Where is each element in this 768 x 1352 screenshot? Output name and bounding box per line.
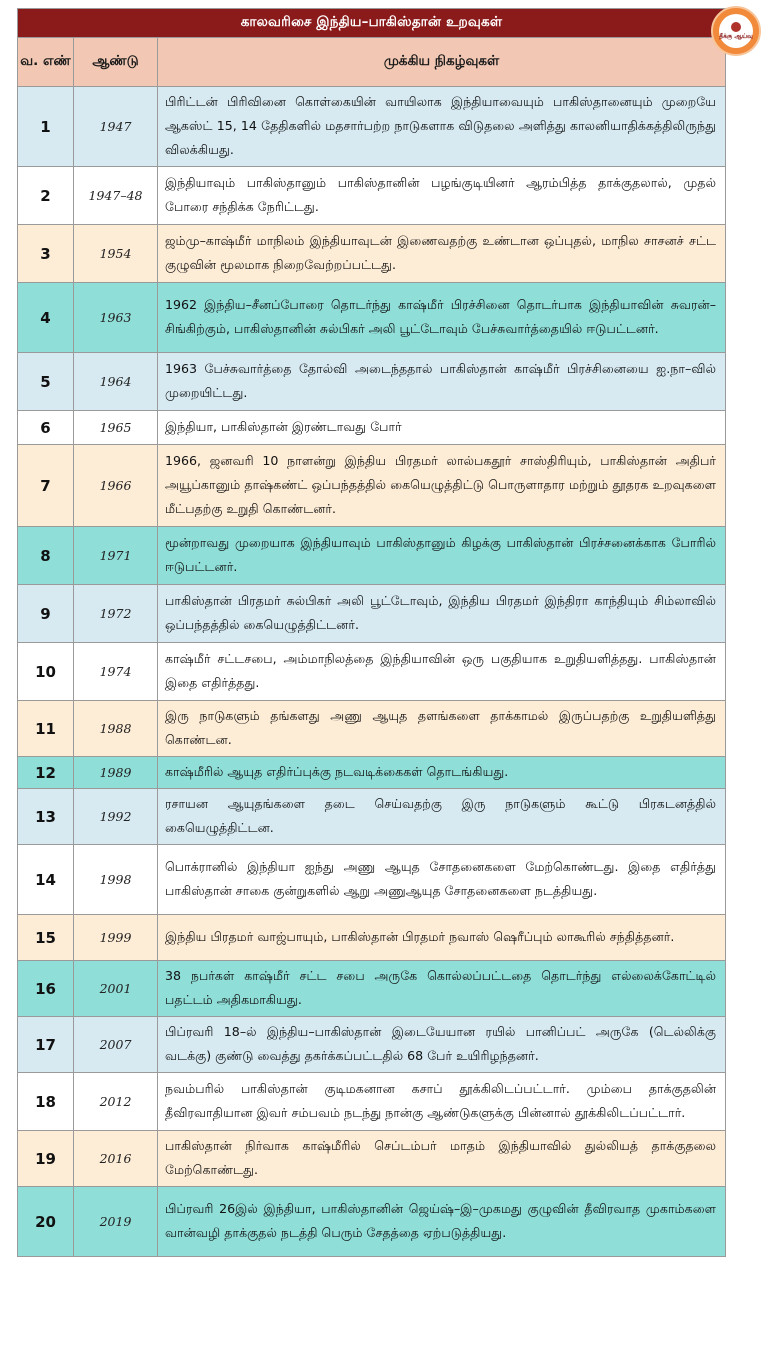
- row-number: 3: [18, 225, 74, 283]
- table-row: [18, 1187, 726, 1257]
- table-row: [18, 411, 726, 445]
- row-number: 8: [18, 527, 74, 585]
- table-row: [18, 1073, 726, 1131]
- row-year: 2001: [74, 961, 158, 1017]
- row-year: 1971: [74, 527, 158, 585]
- table-row: [18, 701, 726, 757]
- table-row: [18, 915, 726, 961]
- row-number: 16: [18, 961, 74, 1017]
- row-year: 1988: [74, 701, 158, 757]
- row-year: 2016: [74, 1131, 158, 1187]
- header-events: முக்கிய நிகழ்வுகள்: [158, 38, 726, 87]
- row-number: 10: [18, 643, 74, 701]
- row-year: 1954: [74, 225, 158, 283]
- logo-text: தீக்கு ஆய்வு: [719, 33, 753, 40]
- row-year: 1947: [74, 87, 158, 167]
- row-number: 15: [18, 915, 74, 961]
- row-event: பொக்ரானில் இந்தியா ஐந்து அணு ஆயுத சோதனைகளை மேற்கொண்டது. இதை எதிர்த்து பாகிஸ்தான் சாகை குன்றுகளில் ஆறு அணுஆயுத சோதனைகளை நடத்தியது.: [158, 845, 726, 915]
- header-row: [18, 38, 726, 87]
- row-event: பாகிஸ்தான் நிர்வாக காஷ்மீரில் செப்டம்பர் மாதம் இந்தியாவில் துல்லியத் தாக்குதலை மேற்கொண்டது.: [158, 1131, 726, 1187]
- table-row: [18, 1017, 726, 1073]
- row-number: 19: [18, 1131, 74, 1187]
- row-number: 7: [18, 445, 74, 527]
- row-number: 9: [18, 585, 74, 643]
- row-event: 1962 இந்திய–சீனப்போரை தொடர்ந்து காஷ்மீர் பிரச்சினை தொடர்பாக இந்தியாவின் சுவரன்–சிங்கிற்கும், பாகிஸ்தானின் சுல்பிகர் அலி பூட்டோவும் பேச்சுவார்த்தையில் ஈடுபட்டனர்.: [158, 283, 726, 353]
- row-event: இந்திய பிரதமர் வாஜ்பாயும், பாகிஸ்தான் பிரதமர் நவாஸ் ஷெரீப்பும் லாகூரில் சந்தித்தனர்.: [158, 915, 726, 961]
- header-sno: வ. எண்: [18, 38, 74, 87]
- publisher-logo-icon: [711, 6, 761, 56]
- row-event: 38 நபர்கள் காஷ்மீர் சட்ட சபை அருகே கொல்லப்பட்டதை தொடர்ந்து எல்லைக்கோட்டில் பதட்டம் அதிகமாகியது.: [158, 961, 726, 1017]
- row-event: மூன்றாவது முறையாக இந்தியாவும் பாகிஸ்தானும் கிழக்கு பாகிஸ்தான் பிரச்சனைக்காக போரில் ஈடுபட்டனர்.: [158, 527, 726, 585]
- row-event: இந்தியாவும் பாகிஸ்தானும் பாகிஸ்தானின் பழங்குடியினர் ஆரம்பித்த தாக்குதலால், முதல் போரை சந்திக்க நேரிட்டது.: [158, 167, 726, 225]
- row-year: 1966: [74, 445, 158, 527]
- row-year: 1999: [74, 915, 158, 961]
- row-event: 1963 பேச்சுவார்த்தை தோல்வி அடைந்ததால் பாகிஸ்தான் காஷ்மீர் பிரச்சினையை ஐ.நா–வில் முறையிட்டது.: [158, 353, 726, 411]
- row-number: 12: [18, 757, 74, 789]
- row-year: 2012: [74, 1073, 158, 1131]
- row-event: காஷ்மீர் சட்டசபை, அம்மாநிலத்தை இந்தியாவின் ஒரு பகுதியாக உறுதியளித்தது. பாகிஸ்தான் இதை எதிர்த்தது.: [158, 643, 726, 701]
- row-year: 1998: [74, 845, 158, 915]
- row-number: 2: [18, 167, 74, 225]
- row-number: 4: [18, 283, 74, 353]
- row-year: 2007: [74, 1017, 158, 1073]
- row-event: ஜம்மு–காஷ்மீர் மாநிலம் இந்தியாவுடன் இணைவதற்கு உண்டான ஒப்புதல், மாநில சாசனச் சட்ட குழுவின் மூலமாக நிறைவேற்றப்பட்டது.: [158, 225, 726, 283]
- title-row: [18, 9, 726, 38]
- timeline-table-container: [17, 8, 725, 1257]
- table-title: காலவரிசை இந்திய–பாகிஸ்தான் உறவுகள்: [18, 9, 726, 38]
- row-year: 1964: [74, 353, 158, 411]
- table-row: [18, 225, 726, 283]
- row-event: ரசாயன ஆயுதங்களை தடை செய்வதற்கு இரு நாடுகளும் கூட்டு பிரகடனத்தில் கையெழுத்திட்டன.: [158, 789, 726, 845]
- timeline-table: [17, 8, 726, 1257]
- row-number: 14: [18, 845, 74, 915]
- row-event: பிப்ரவரி 26இல் இந்தியா, பாகிஸ்தானின் ஜெய்ஷ்–இ–முகமது குழுவின் தீவிரவாத முகாம்களை வான்வழி தாக்குதல் நடத்தி பெரும் சேதத்தை ஏற்படுத்தியது.: [158, 1187, 726, 1257]
- table-row: [18, 643, 726, 701]
- table-row: [18, 167, 726, 225]
- row-number: 13: [18, 789, 74, 845]
- row-event: இரு நாடுகளும் தங்களது அணு ஆயுத தளங்களை தாக்காமல் இருப்பதற்கு உறுதியளித்து கொண்டன.: [158, 701, 726, 757]
- header-year: ஆண்டு: [74, 38, 158, 87]
- row-number: 1: [18, 87, 74, 167]
- row-event: பிப்ரவரி 18–ல் இந்திய–பாகிஸ்தான் இடையேயான ரயில் பானிப்பட் அருகே (டெல்லிக்கு வடக்கு) குண்டு வைத்து தகர்க்கப்பட்டதில் 68 பேர் உயிரிழந்தனர்.: [158, 1017, 726, 1073]
- row-year: 1963: [74, 283, 158, 353]
- table-row: [18, 961, 726, 1017]
- table-row: [18, 353, 726, 411]
- row-number: 17: [18, 1017, 74, 1073]
- row-event: நவம்பரில் பாகிஸ்தான் குடிமகனான கசாப் தூக்கிலிடப்பட்டார். மும்பை தாக்குதலின் தீவிரவாதியான இவர் சம்பவம் நடந்து நான்கு ஆண்டுகளுக்கு பின்னால் தூக்கிலிடப்பட்டார்.: [158, 1073, 726, 1131]
- row-year: 1972: [74, 585, 158, 643]
- table-row: [18, 585, 726, 643]
- table-row: [18, 757, 726, 789]
- row-number: 18: [18, 1073, 74, 1131]
- table-row: [18, 527, 726, 585]
- row-year: 2019: [74, 1187, 158, 1257]
- row-year: 1965: [74, 411, 158, 445]
- row-year: 1947–48: [74, 167, 158, 225]
- row-year: 1974: [74, 643, 158, 701]
- table-row: [18, 845, 726, 915]
- row-number: 20: [18, 1187, 74, 1257]
- row-event: பிரிட்டன் பிரிவினை கொள்கையின் வாயிலாக இந்தியாவையும் பாகிஸ்தானையும் முறையே ஆகஸ்ட் 15, 14 தேதிகளில் மதசார்பற்ற நாடுகளாக விடுதலை அளித்து காலனியாதிக்கத்திலிருந்து விலக்கியது.: [158, 87, 726, 167]
- row-event: இந்தியா, பாகிஸ்தான் இரண்டாவது போர்: [158, 411, 726, 445]
- row-event: காஷ்மீரில் ஆயுத எதிர்ப்புக்கு நடவடிக்கைகள் தொடங்கியது.: [158, 757, 726, 789]
- table-row: [18, 445, 726, 527]
- row-event: 1966, ஜனவரி 10 நாளன்று இந்திய பிரதமர் லால்பகதூர் சாஸ்திரியும், பாகிஸ்தான் அதிபர் அயூப்கானும் தாஷ்கண்ட் ஒப்பந்தத்தில் கையெழுத்திட்டு பொருளாதார மற்றும் தூதரக உறவுகளை மீட்பதற்கு உறுதி கொண்டனர்.: [158, 445, 726, 527]
- row-number: 6: [18, 411, 74, 445]
- table-row: [18, 87, 726, 167]
- row-number: 5: [18, 353, 74, 411]
- row-number: 11: [18, 701, 74, 757]
- table-row: [18, 283, 726, 353]
- row-event: பாகிஸ்தான் பிரதமர் சுல்பிகர் அலி பூட்டோவும், இந்திய பிரதமர் இந்திரா காந்தியும் சிம்லாவில் ஒப்பந்தத்தில் கையெழுத்திட்டனர்.: [158, 585, 726, 643]
- row-year: 1992: [74, 789, 158, 845]
- table-row: [18, 1131, 726, 1187]
- row-year: 1989: [74, 757, 158, 789]
- table-row: [18, 789, 726, 845]
- timeline-rows: [18, 87, 726, 1257]
